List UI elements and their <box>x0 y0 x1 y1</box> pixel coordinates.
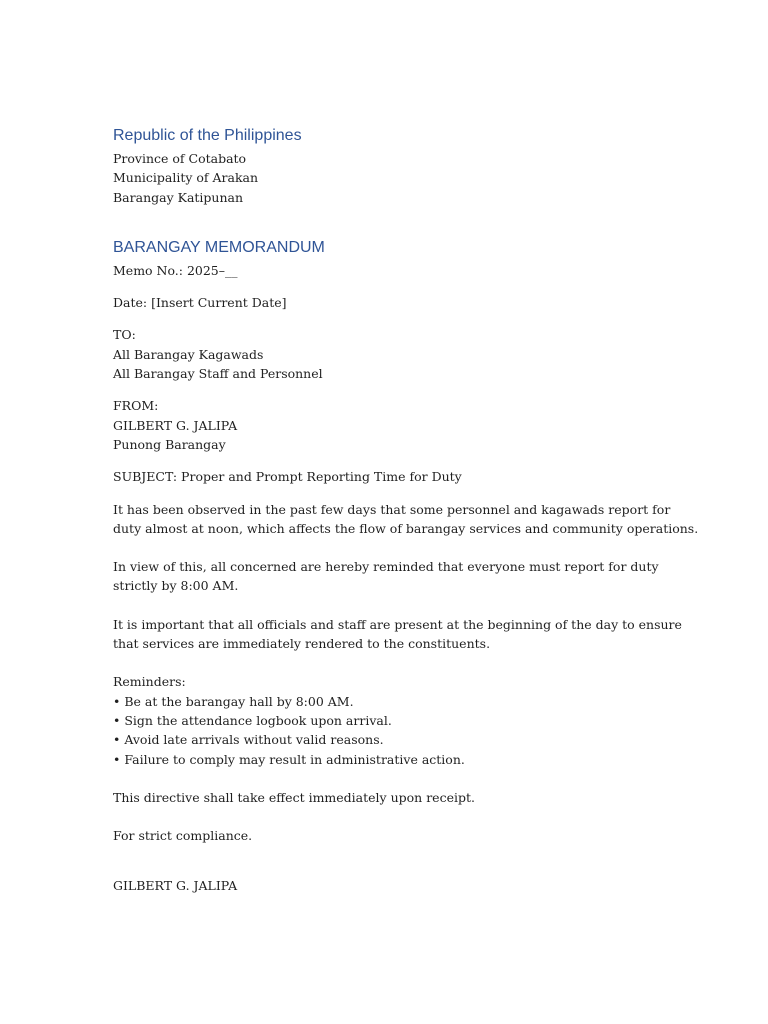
from-block <box>113 396 673 454</box>
paragraph-observation <box>113 500 699 539</box>
paragraph-line: that services are immediately rendered to the constituents. <box>113 636 491 652</box>
from-title: Punong Barangay <box>113 436 226 452</box>
address-block <box>113 149 673 207</box>
paragraph-line: It is important that all officials and staff are present at the beginning of the day to ensure <box>113 616 682 632</box>
memo-date: Date: [Insert Current Date] <box>113 295 287 311</box>
municipality-line: Municipality of Arakan <box>113 170 259 186</box>
subject-line: SUBJECT: Proper and Prompt Reporting Time for Duty <box>113 469 462 485</box>
compliance-line: For strict compliance. <box>113 828 253 844</box>
to-block <box>113 325 673 383</box>
barangay-line: Barangay Katipunan <box>113 189 244 205</box>
paragraph-line: strictly by 8:00 AM. <box>113 578 239 594</box>
to-recipient: All Barangay Staff and Personnel <box>113 366 323 382</box>
paragraph-reminder <box>113 557 673 596</box>
paragraph-line: duty almost at noon, which affects the flow of barangay services and community operations. <box>113 520 699 536</box>
directive-line: This directive shall take effect immediately upon receipt. <box>113 789 475 805</box>
province-line: Province of Cotabato <box>113 151 247 166</box>
list-item: • Avoid late arrivals without valid reasons. <box>113 732 384 748</box>
republic-heading: Republic of the Philippines <box>113 127 302 144</box>
to-label: TO: <box>113 327 136 343</box>
reminders-list <box>113 672 673 768</box>
from-name: GILBERT G. JALIPA <box>113 417 238 433</box>
reminders-label: Reminders: <box>113 674 186 690</box>
list-item: • Be at the barangay hall by 8:00 AM. <box>113 693 354 709</box>
paragraph-importance <box>113 615 682 654</box>
paragraph-line: It has been observed in the past few days that some personnel and kagawads report for <box>113 501 671 517</box>
memorandum-document <box>113 123 699 896</box>
signature-name: GILBERT G. JALIPA <box>113 878 238 894</box>
memo-title: BARANGAY MEMORANDUM <box>113 238 325 256</box>
from-label: FROM: <box>113 398 159 414</box>
to-recipient: All Barangay Kagawads <box>113 346 264 362</box>
list-item: • Sign the attendance logbook upon arrival. <box>113 712 392 728</box>
memo-number: Memo No.: 2025–__ <box>113 262 238 278</box>
list-item: • Failure to comply may result in administrative action. <box>113 751 465 767</box>
paragraph-line: In view of this, all concerned are hereby reminded that everyone must report for duty <box>113 559 659 575</box>
